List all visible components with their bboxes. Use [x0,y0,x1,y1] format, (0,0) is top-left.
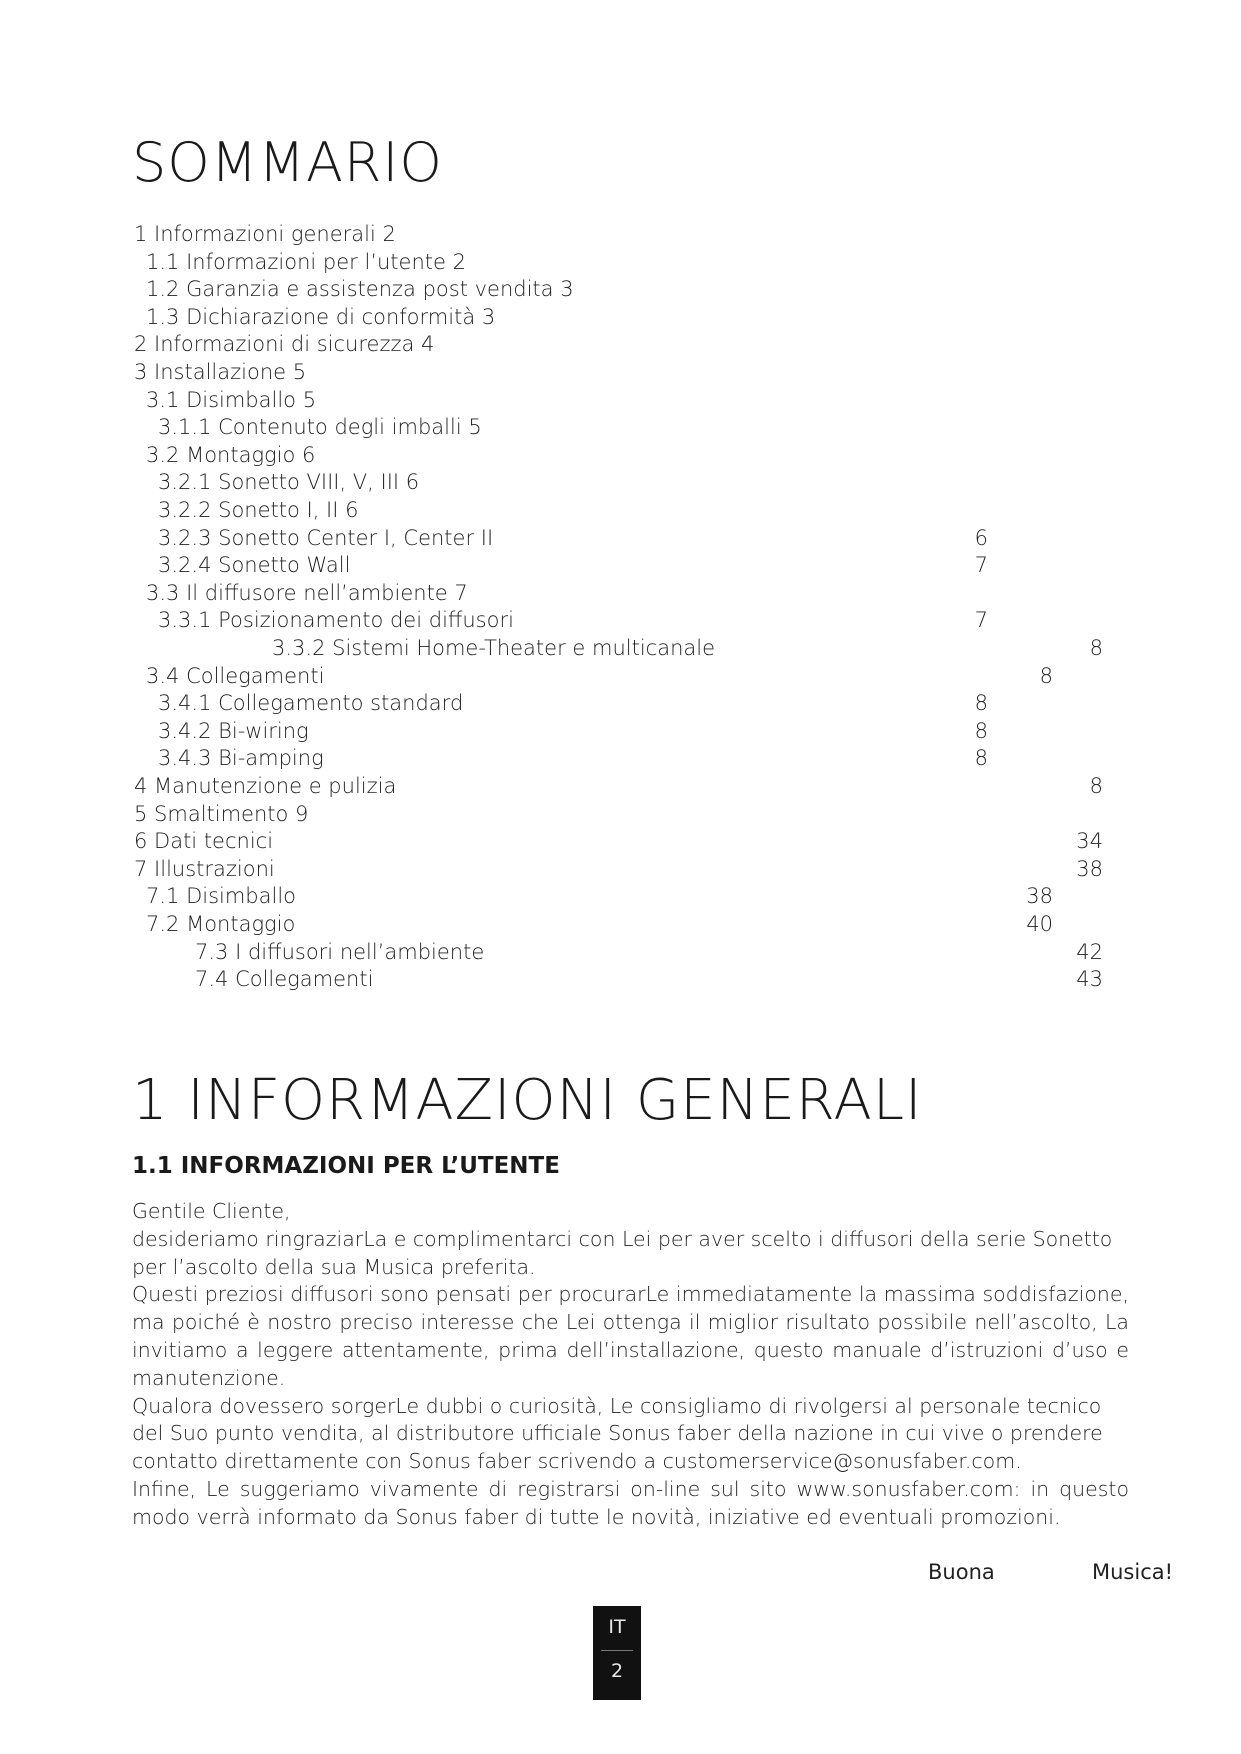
toc-entry-label: 1.1 Informazioni per l’utente 2 [146,249,466,274]
toc-entry-label: 3.1.1 Contenuto degli imballi 5 [158,415,482,440]
toc-entry[interactable] [0,330,1241,358]
toc-entry-label: 3 Installazione 5 [134,360,307,384]
body-text [132,1198,1129,1532]
paragraph: Qualora dovessero sorgerLe dubbi o curiosità, Le consigliamo di rivolgersi al personale tecnico del Suo punto vendita, al distributore ufficiale Sonus faber della nazione in cui vive o prendere contatto direttamente con Sonus faber scrivendo a customerservice@sonusfaber.com. [132,1393,1103,1474]
toc-entry[interactable] [0,827,1241,855]
toc-entry-page: 8 [974,746,988,771]
toc-entry-label: 3.2.2 Sonetto I, II 6 [158,498,359,522]
toc-entry-page: 7 [974,553,988,578]
toc-entry-page: 42 [1076,939,1103,964]
toc-entry[interactable] [0,579,1241,607]
toc-entry-page: 8 [974,718,988,743]
toc-entry-page: 38 [1076,856,1103,881]
toc-entry[interactable] [0,468,1241,496]
page-title: SOMMARIO [132,131,443,194]
toc-entry[interactable] [0,358,1241,386]
toc-entry[interactable] [0,938,1241,966]
toc-entry-label: 3.4.3 Bi-amping [158,746,324,771]
toc-entry-label: 7 Illustrazioni [134,856,275,881]
toc-entry-page: 8 [1089,774,1103,798]
toc-entry-label: 3.2.4 Sonetto Wall [158,553,351,578]
toc-entry-page: 7 [974,608,988,633]
toc-entry-page: 8 [1039,663,1053,688]
toc-entry[interactable] [0,662,1241,690]
toc-entry-label: 7.4 Collegamenti [195,967,374,992]
toc-entry[interactable] [0,717,1241,745]
sign-off-word-1: Buona [928,1560,995,1584]
paragraph: Infine, Le suggeriamo vivamente di registrarsi on-line sul sito www.sonusfaber.com: in questo modo verrà informato da Sonus faber di tutte le novità, iniziative ed eventuali promozioni. [132,1476,1129,1529]
toc-entry-label: 1.3 Dichiarazione di conformità 3 [146,304,496,329]
toc-entry-label: 1.2 Garanzia e assistenza post vendita 3 [146,277,574,302]
toc-entry-page: 8 [1089,636,1103,660]
toc-entry-label: 7.1 Disimballo [146,884,297,909]
toc-entry[interactable] [0,441,1241,469]
toc-entry-label: 3.4.1 Collegamento standard [158,691,464,716]
page-number: 2 [610,1660,624,1682]
toc-entry-label: 4 Manutenzione e pulizia [134,774,397,798]
toc-entry[interactable] [0,855,1241,883]
toc-entry-label: 3.2.1 Sonetto VIII, V, III 6 [158,470,420,495]
toc-entry-page: 43 [1076,967,1103,992]
toc-entry[interactable] [0,248,1241,276]
toc-entry[interactable] [0,744,1241,772]
toc-entry[interactable] [0,689,1241,717]
language-code: IT [608,1616,626,1638]
chapter-title: 1 INFORMAZIONI GENERALI [132,1068,923,1133]
toc-entry-label: 7.3 I diffusori nell’ambiente [195,939,485,964]
toc-entry-page: 38 [1026,884,1053,909]
toc-entry-page: 6 [974,525,988,550]
toc-entry[interactable] [0,386,1241,414]
toc-entry[interactable] [0,303,1241,331]
toc-entry-label: 1 Informazioni generali 2 [134,222,396,246]
toc-entry[interactable] [0,910,1241,938]
toc-entry[interactable] [0,882,1241,910]
toc-entry-label: 5 Smaltimento 9 [134,801,309,826]
toc-entry[interactable] [0,965,1241,993]
toc-entry-label: 3.2.3 Sonetto Center I, Center II [158,525,494,550]
toc-entry[interactable] [0,524,1241,552]
toc-entry-label: 6 Dati tecnici [134,829,274,854]
toc-entry-label: 3.1 Disimballo 5 [146,387,317,412]
toc-entry-label: 7.2 Montaggio [146,912,296,936]
toc-entry-label: 3.4 Collegamenti [146,663,325,688]
section-title: 1.1 INFORMAZIONI PER L’UTENTE [132,1153,560,1179]
toc-entry-label: 3.3.1 Posizionamento dei diffusori [158,608,514,633]
greeting: Gentile Cliente, [132,1199,291,1223]
toc-entry-label: 3.3.2 Sistemi Home-Theater e multicanale [272,636,715,660]
toc-entry[interactable] [0,772,1241,800]
toc-entry-label: 3.3 Il diffusore nell’ambiente 7 [146,580,468,605]
toc-entry-page: 34 [1076,829,1103,854]
toc-entry[interactable] [0,634,1241,662]
toc-entry[interactable] [0,800,1241,828]
toc-entry[interactable] [0,220,1241,248]
toc-entry-label: 2 Informazioni di sicurezza 4 [134,332,435,357]
toc-entry[interactable] [0,275,1241,303]
paragraph: desideriamo ringraziarLa e complimentarci con Lei per aver scelto i diffusori della serie Sonetto per l’ascolto della sua Musica preferita. [132,1226,1113,1279]
toc-entry-label: 3.4.2 Bi-wiring [158,718,309,743]
toc-entry-label: 3.2 Montaggio 6 [146,442,316,467]
page-number-tab [593,1606,641,1700]
table-of-contents [0,220,1241,1000]
tab-divider [601,1650,633,1651]
sign-off-word-2: Musica! [1092,1560,1174,1584]
toc-entry-page: 40 [1026,912,1053,936]
paragraph: Questi preziosi diffusori sono pensati per procurarLe immediatamente la massima soddisfazione, ma poiché è nostro preciso interesse che Lei ottenga il miglior risultato possibile nell’ascolto, La invitiamo a leggere attentamente, prima dell’installazione, questo manuale d’istruzioni d’uso e manutenzione. [132,1282,1129,1390]
toc-entry[interactable] [0,551,1241,579]
toc-entry[interactable] [0,606,1241,634]
toc-entry[interactable] [0,496,1241,524]
toc-entry[interactable] [0,413,1241,441]
toc-entry-page: 8 [974,691,988,716]
